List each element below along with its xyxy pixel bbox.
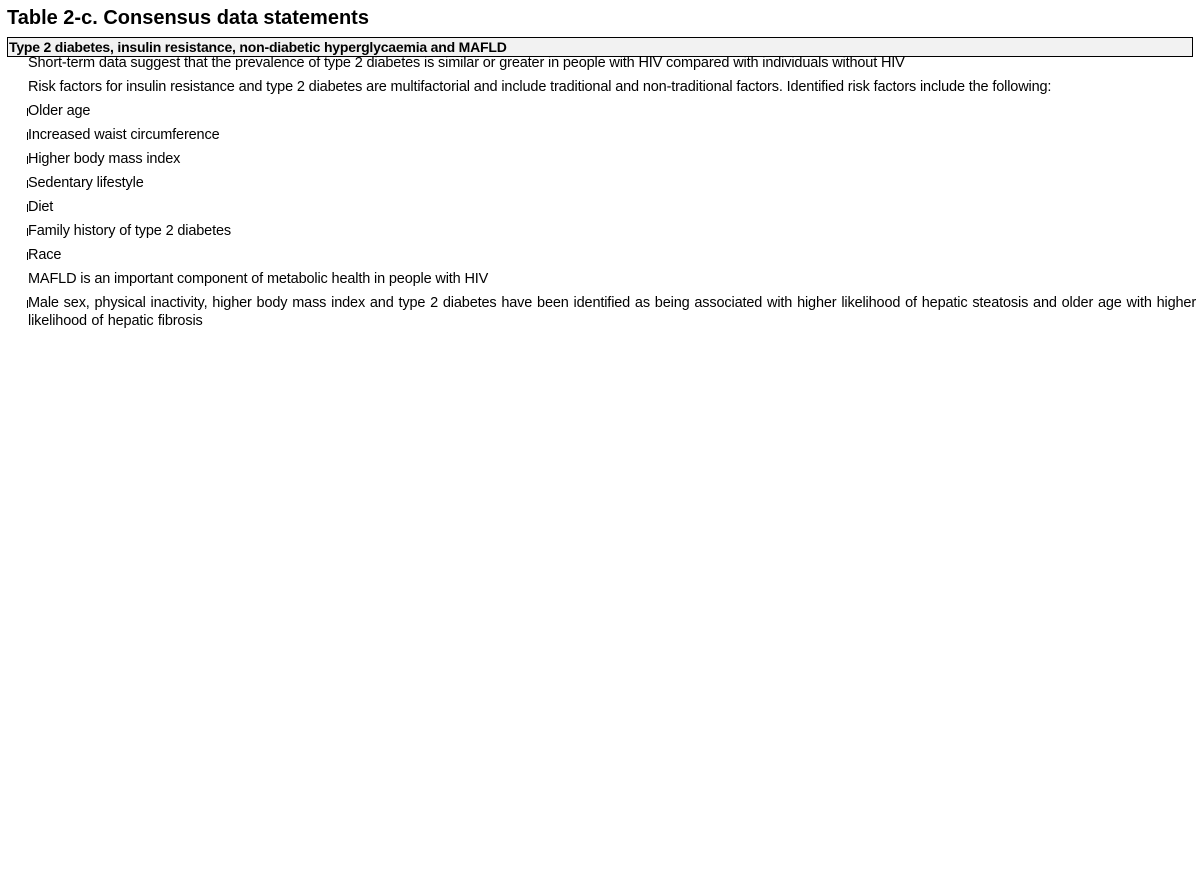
statement-mafld — [28, 270, 1196, 288]
statement-risk-bmi — [28, 150, 1196, 168]
statement-risk-family-history — [28, 222, 1196, 240]
bullet-mark — [27, 108, 28, 116]
bullet-mark — [27, 204, 28, 212]
bullet-mark — [27, 228, 28, 236]
statement-risk-sedentary — [28, 174, 1196, 192]
statement-risk-race — [28, 246, 1196, 264]
statement-risk-older-age — [28, 102, 1196, 120]
section-header-label: Type 2 diabetes, insulin resistance, non-diabetic hyperglycaemia and MAFLD — [9, 39, 507, 55]
bullet-mark — [27, 300, 28, 308]
statement-text: Family history of type 2 diabetes — [28, 223, 231, 239]
bullet-mark — [27, 252, 28, 260]
statement-hepatic-associations — [28, 294, 1196, 330]
statement-text: Sedentary lifestyle — [28, 175, 144, 191]
statement-text: Male sex, physical inactivity, higher body mass index and type 2 diabetes have been identified as being associated with higher likelihood of hepatic steatosis and older age with higher likelihood of hepatic fibrosis — [28, 295, 1196, 329]
statement-text: Diet — [28, 199, 54, 215]
statement-text: Risk factors for insulin resistance and type 2 diabetes are multifactorial and include traditional and non-traditional factors. Identified risk factors include the following: — [28, 79, 1052, 95]
statement-text: Higher body mass index — [28, 151, 181, 167]
statement-text: Race — [28, 247, 62, 263]
bullet-mark — [27, 156, 28, 164]
statement-risk-waist — [28, 126, 1196, 144]
bullet-mark — [27, 132, 28, 140]
statement-list — [28, 54, 1196, 336]
statement-risk-factors-intro — [28, 78, 1196, 96]
statement-text: Increased waist circumference — [28, 127, 220, 143]
statement-prevalence — [28, 54, 1196, 72]
bullet-mark — [27, 180, 28, 188]
statement-text: Older age — [28, 103, 91, 119]
table-title: Table 2-c. Consensus data statements — [7, 7, 369, 29]
statement-risk-diet — [28, 198, 1196, 216]
statement-text: MAFLD is an important component of metabolic health in people with HIV — [28, 271, 489, 287]
statement-text: Short-term data suggest that the prevalence of type 2 diabetes is similar or greater in people with HIV compared with individuals without HIV — [28, 55, 905, 71]
